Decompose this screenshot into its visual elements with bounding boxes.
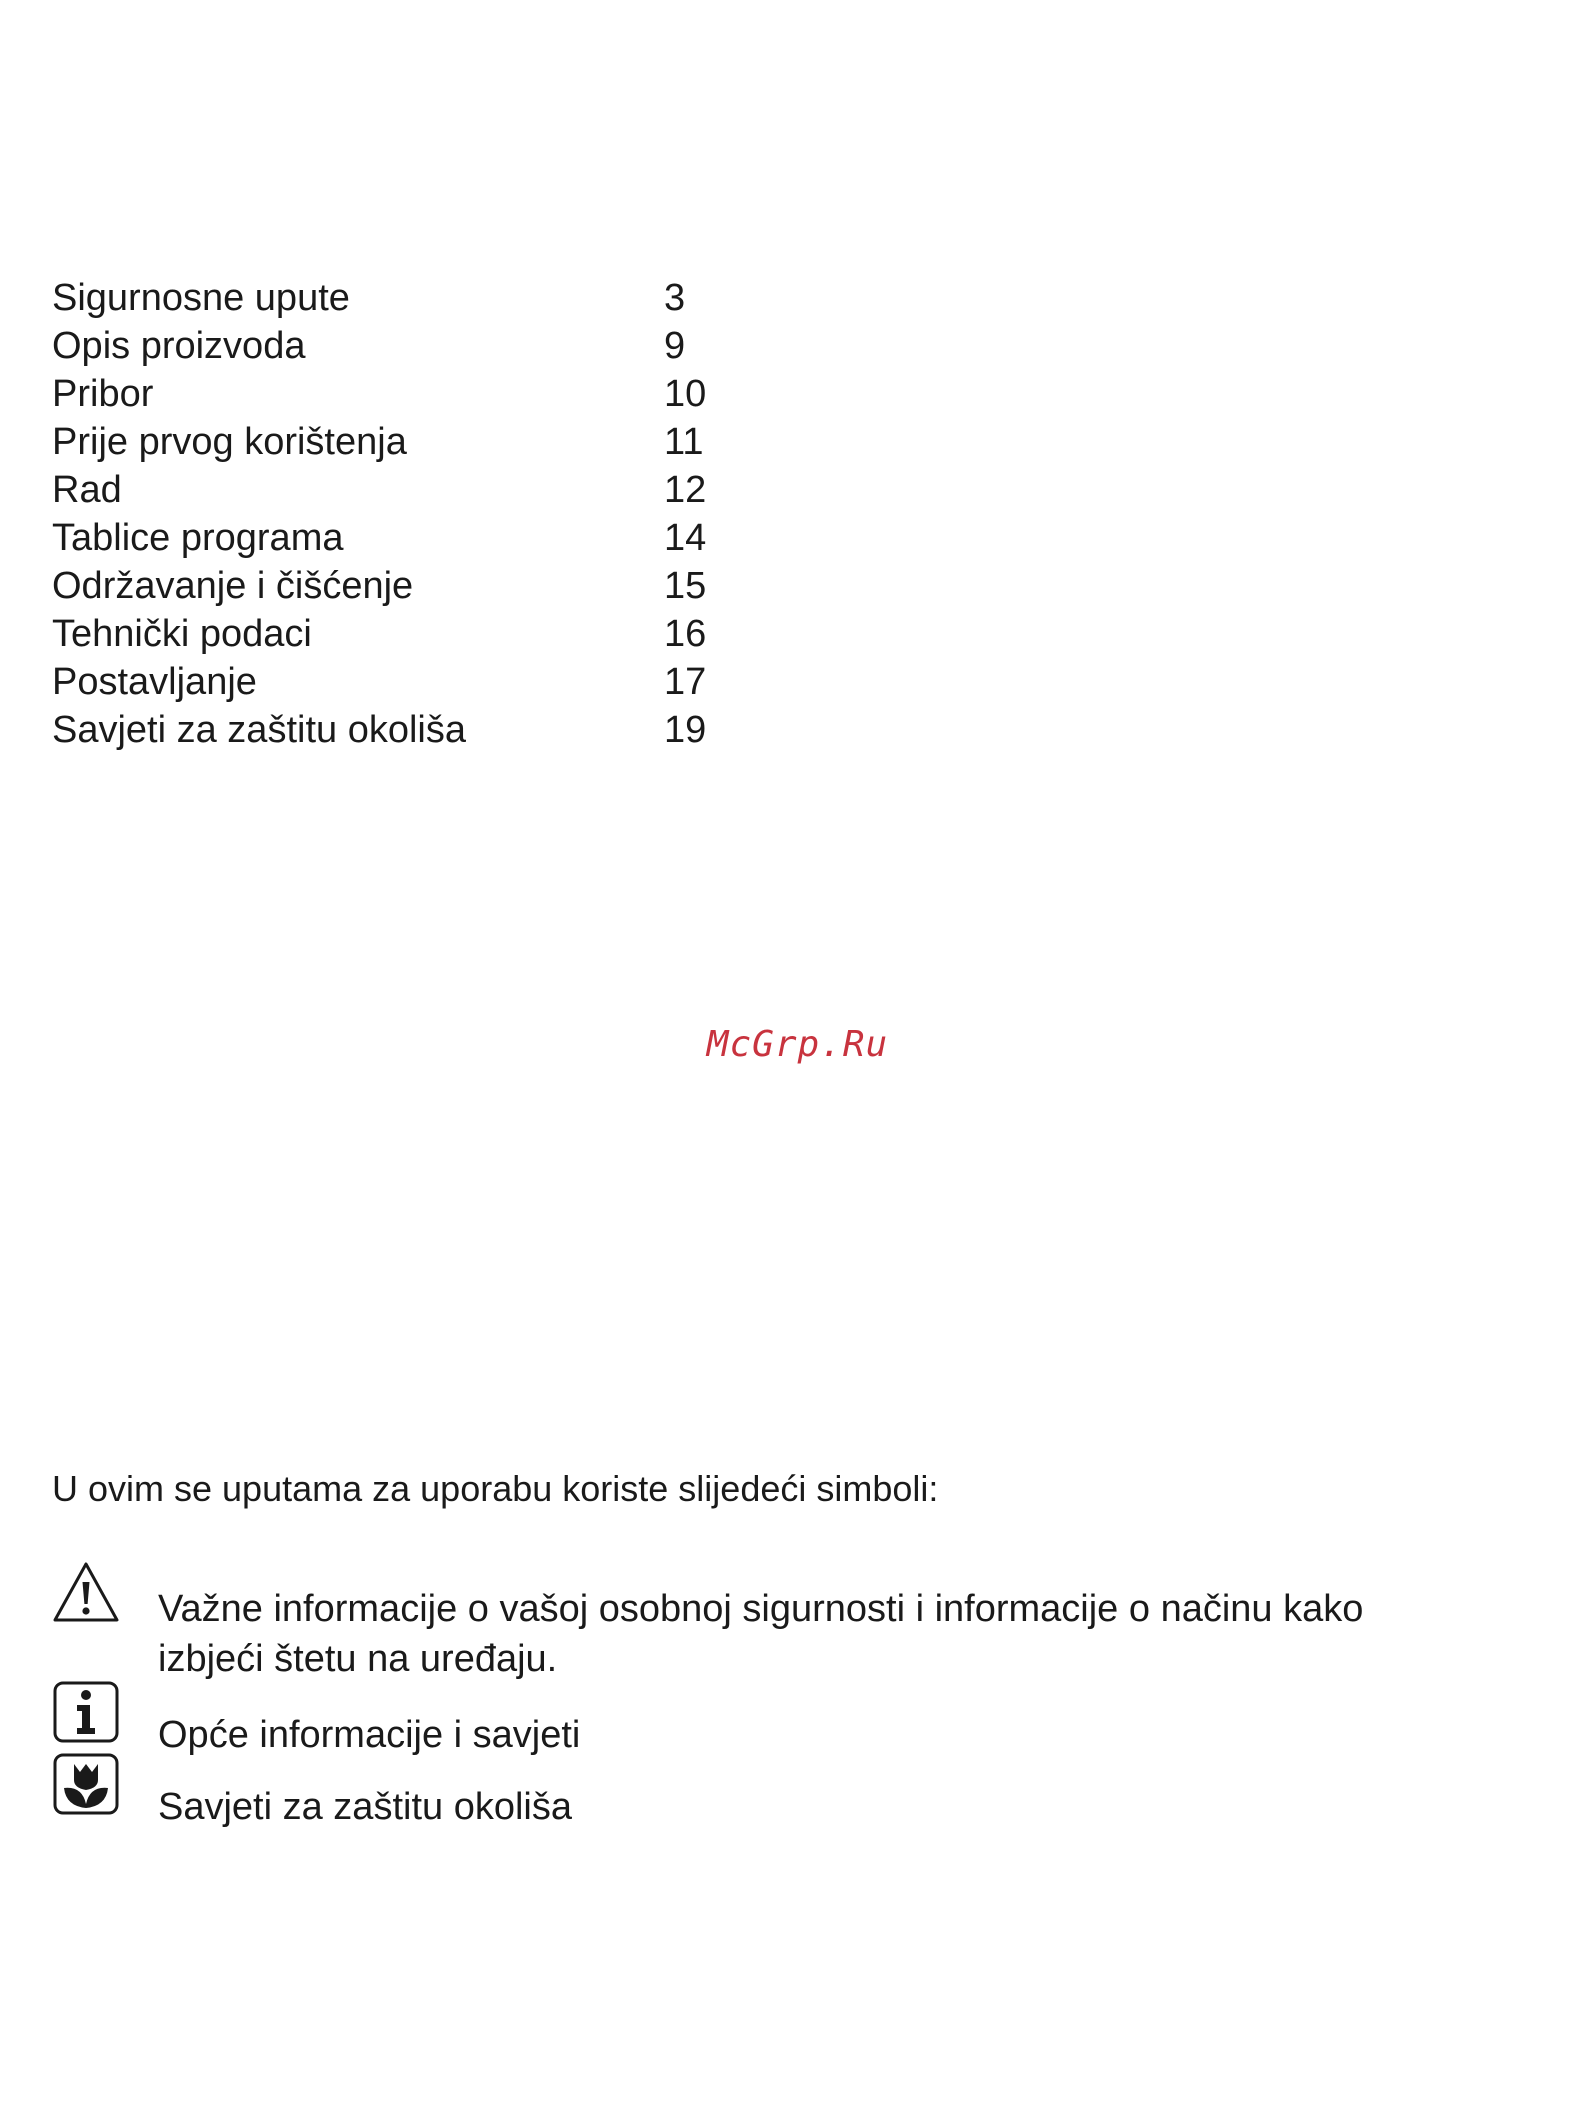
toc-entry-page: 16 [664, 613, 707, 655]
symbol-legend-text: Opće informacije i savjeti [158, 1714, 581, 1756]
watermark-text: McGrp.Ru [706, 1024, 889, 1065]
toc-entry-page: 11 [664, 421, 704, 463]
symbols-intro: U ovim se uputama za uporabu koriste slijedeći simboli: [52, 1468, 939, 1509]
toc-entry-title: Postavljanje [52, 661, 257, 703]
toc-entry-page: 3 [664, 277, 686, 319]
toc-entry[interactable] [52, 706, 732, 754]
toc-entry-title: Pribor [52, 373, 154, 415]
toc-entry-title: Savjeti za zaštitu okoliša [52, 709, 466, 751]
warning-triangle-icon [52, 1560, 120, 1624]
toc-entry[interactable] [52, 466, 732, 514]
toc-entry-title: Tablice programa [52, 517, 344, 559]
toc-entry-page: 17 [664, 661, 707, 703]
toc-entry-page: 15 [664, 565, 707, 607]
toc-entry[interactable] [52, 658, 732, 706]
toc-entry-page: 19 [664, 709, 707, 751]
toc-entry[interactable] [52, 514, 732, 562]
toc-entry-page: 9 [664, 325, 686, 367]
toc-entry-page: 14 [664, 517, 707, 559]
eco-flower-icon [52, 1752, 120, 1816]
toc-entry-title: Sigurnosne upute [52, 277, 350, 319]
toc-entry-title: Rad [52, 469, 122, 511]
toc-entry-title: Opis proizvoda [52, 325, 306, 367]
toc-entry-title: Tehnički podaci [52, 613, 312, 655]
toc-entry[interactable] [52, 370, 732, 418]
toc-entry-page: 12 [664, 469, 707, 511]
table-of-contents [52, 274, 732, 754]
toc-entry-title: Održavanje i čišćenje [52, 565, 414, 607]
toc-entry-title: Prije prvog korištenja [52, 421, 407, 463]
toc-entry-page: 10 [664, 373, 707, 415]
symbol-legend-text: Savjeti za zaštitu okoliša [158, 1786, 572, 1828]
toc-entry[interactable] [52, 562, 732, 610]
toc-entry[interactable] [52, 418, 732, 466]
toc-entry[interactable] [52, 610, 732, 658]
info-icon [52, 1680, 120, 1744]
toc-entry[interactable] [52, 274, 732, 322]
toc-entry[interactable] [52, 322, 732, 370]
symbol-legend-text: Važne informacije o vašoj osobnoj sigurnosti i informacije o načinu kako izbjeći štetu na uređaju. [158, 1588, 1364, 1680]
